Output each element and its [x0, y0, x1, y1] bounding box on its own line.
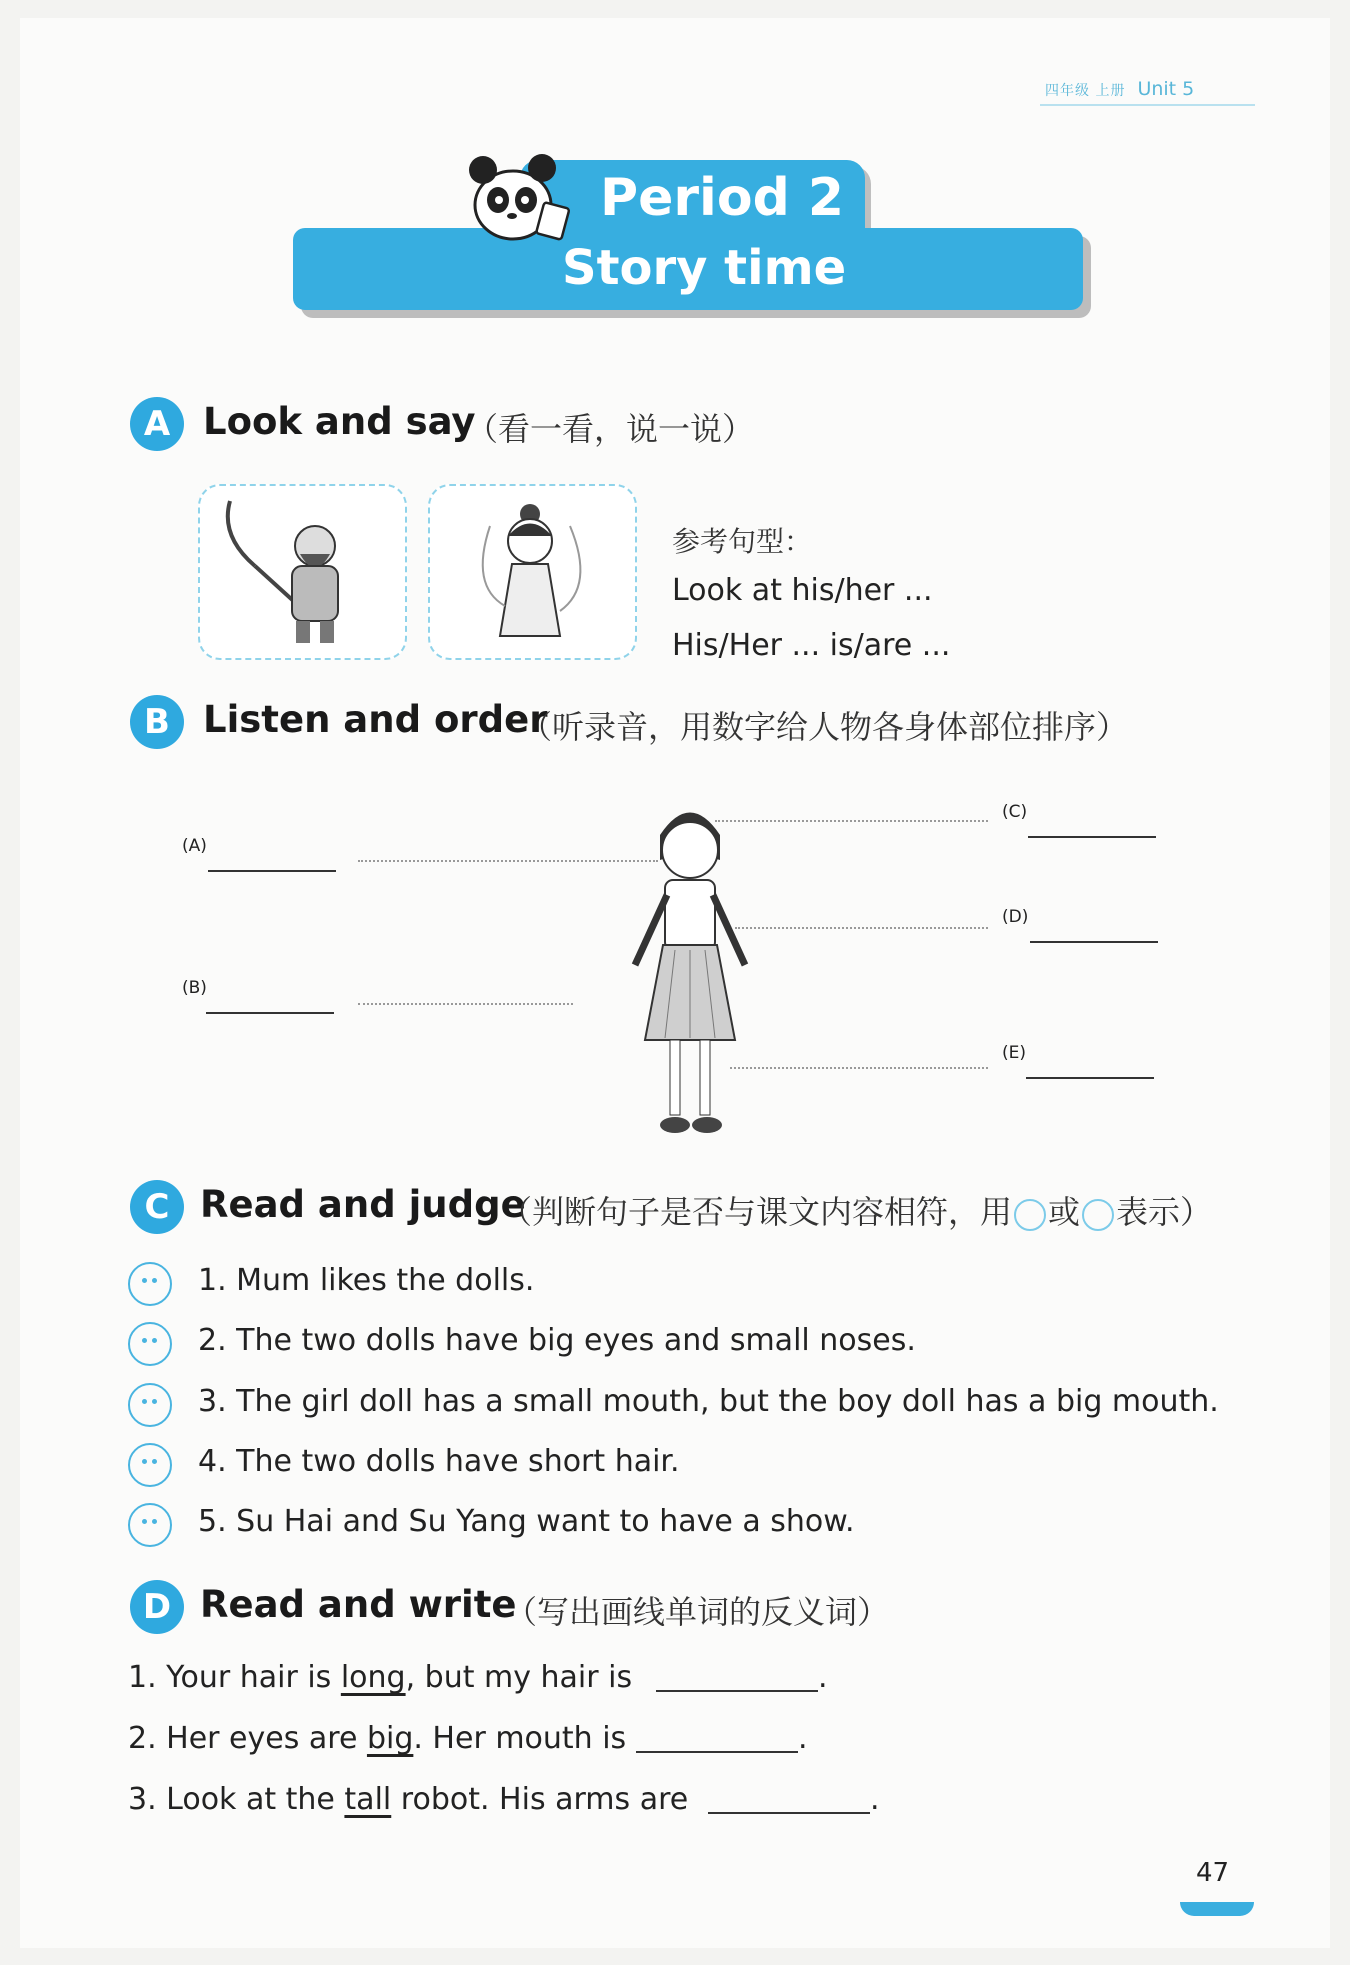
judge-item-2: 2. The two dolls have big eyes and small noses. — [198, 1323, 916, 1358]
grade-label: 四年级 上册 — [1045, 83, 1126, 99]
q1-suffix: , but my hair is — [405, 1660, 633, 1695]
header-divider — [1040, 104, 1255, 106]
q1-underlined-word: long — [340, 1660, 406, 1695]
q3-suffix: robot. His arms are — [391, 1782, 689, 1817]
q3-underlined-word: tall — [344, 1782, 392, 1817]
section-d-badge: D — [130, 1580, 184, 1634]
section-a-title: Look and say — [203, 400, 476, 443]
unit-header — [1045, 78, 1194, 100]
answer-blank-b[interactable] — [206, 1012, 334, 1014]
reference-heading: 参考句型： — [672, 525, 813, 558]
judge-item-3: 3. The girl doll has a small mouth, but the boy doll has a big mouth. — [198, 1384, 1219, 1419]
label-c: (C) — [1002, 802, 1028, 822]
warrior-picture — [198, 484, 407, 660]
answer-blank-d[interactable] — [1030, 941, 1158, 943]
section-d-subtitle: （写出画线单词的反义词） — [505, 1593, 890, 1631]
judge-item-5: 5. Su Hai and Su Yang want to have a show. — [198, 1504, 855, 1539]
section-c-title: Read and judge — [200, 1183, 526, 1226]
q2-suffix: . Her mouth is — [413, 1721, 627, 1756]
judge-face-icon[interactable] — [128, 1322, 172, 1366]
judge-item-1: 1. Mum likes the dolls. — [198, 1263, 535, 1298]
page-number-swoosh — [1180, 1902, 1254, 1916]
section-b-title: Listen and order — [203, 698, 548, 741]
fairy-picture — [428, 484, 637, 660]
answer-blank-3[interactable] — [708, 1812, 870, 1814]
write-question-1 — [128, 1660, 632, 1695]
answer-blank-a[interactable] — [208, 870, 336, 872]
section-a-badge: A — [130, 397, 184, 451]
judge-face-icon[interactable] — [128, 1443, 172, 1487]
q2-prefix: 2. Her eyes are — [128, 1721, 367, 1756]
judge-item-4: 4. The two dolls have short hair. — [198, 1444, 680, 1479]
answer-blank-e[interactable] — [1026, 1077, 1154, 1079]
judge-face-icon[interactable] — [128, 1503, 172, 1547]
unit-label: Unit 5 — [1137, 78, 1195, 100]
warrior-illustration-icon — [200, 486, 405, 658]
story-time-title: Story time — [562, 240, 847, 296]
section-c-subtitle-part3: 表示） — [1116, 1193, 1213, 1231]
panda-mascot-icon — [468, 150, 578, 245]
answer-blank-2[interactable] — [636, 1751, 798, 1753]
answer-blank-1[interactable] — [656, 1690, 818, 1692]
q2-end: . — [798, 1721, 808, 1756]
reference-sentence-2: His/Her ... is/are ... — [672, 628, 951, 663]
label-d: (D) — [1002, 907, 1029, 927]
period-title: Period 2 — [600, 168, 845, 228]
section-b-subtitle: （听录音，用数字给人物各身体部位排序） — [520, 708, 1129, 746]
write-question-3 — [128, 1782, 688, 1817]
label-e: (E) — [1002, 1043, 1027, 1063]
section-c-subtitle-part1: （判断句子是否与课文内容相符，用 — [500, 1193, 1013, 1231]
section-c-subtitle — [500, 1187, 1212, 1233]
q3-end: . — [870, 1782, 880, 1817]
q2-underlined-word: big — [366, 1721, 414, 1756]
label-a: (A) — [182, 836, 207, 856]
label-b: (B) — [182, 978, 207, 998]
section-b-badge: B — [130, 695, 184, 749]
write-question-2 — [128, 1721, 626, 1756]
fairy-illustration-icon — [430, 486, 635, 658]
section-c-subtitle-part2: 或 — [1048, 1193, 1081, 1231]
judge-face-icon[interactable] — [128, 1262, 172, 1306]
section-c-badge: C — [130, 1180, 184, 1234]
smile-face-icon — [1014, 1199, 1046, 1231]
q1-end: . — [818, 1660, 828, 1695]
reference-sentence-1: Look at his/her ... — [672, 573, 933, 608]
girl-figure-icon — [605, 795, 775, 1150]
judge-face-icon[interactable] — [128, 1383, 172, 1427]
section-d-title: Read and write — [200, 1583, 517, 1626]
q3-prefix: 3. Look at the — [128, 1782, 345, 1817]
pointer-line-b — [358, 1003, 573, 1005]
sad-face-icon — [1082, 1199, 1114, 1231]
q1-prefix: 1. Your hair is — [128, 1660, 341, 1695]
page-number: 47 — [1196, 1858, 1230, 1888]
answer-blank-c[interactable] — [1028, 836, 1156, 838]
section-a-subtitle: （看一看，说一说） — [466, 410, 755, 448]
